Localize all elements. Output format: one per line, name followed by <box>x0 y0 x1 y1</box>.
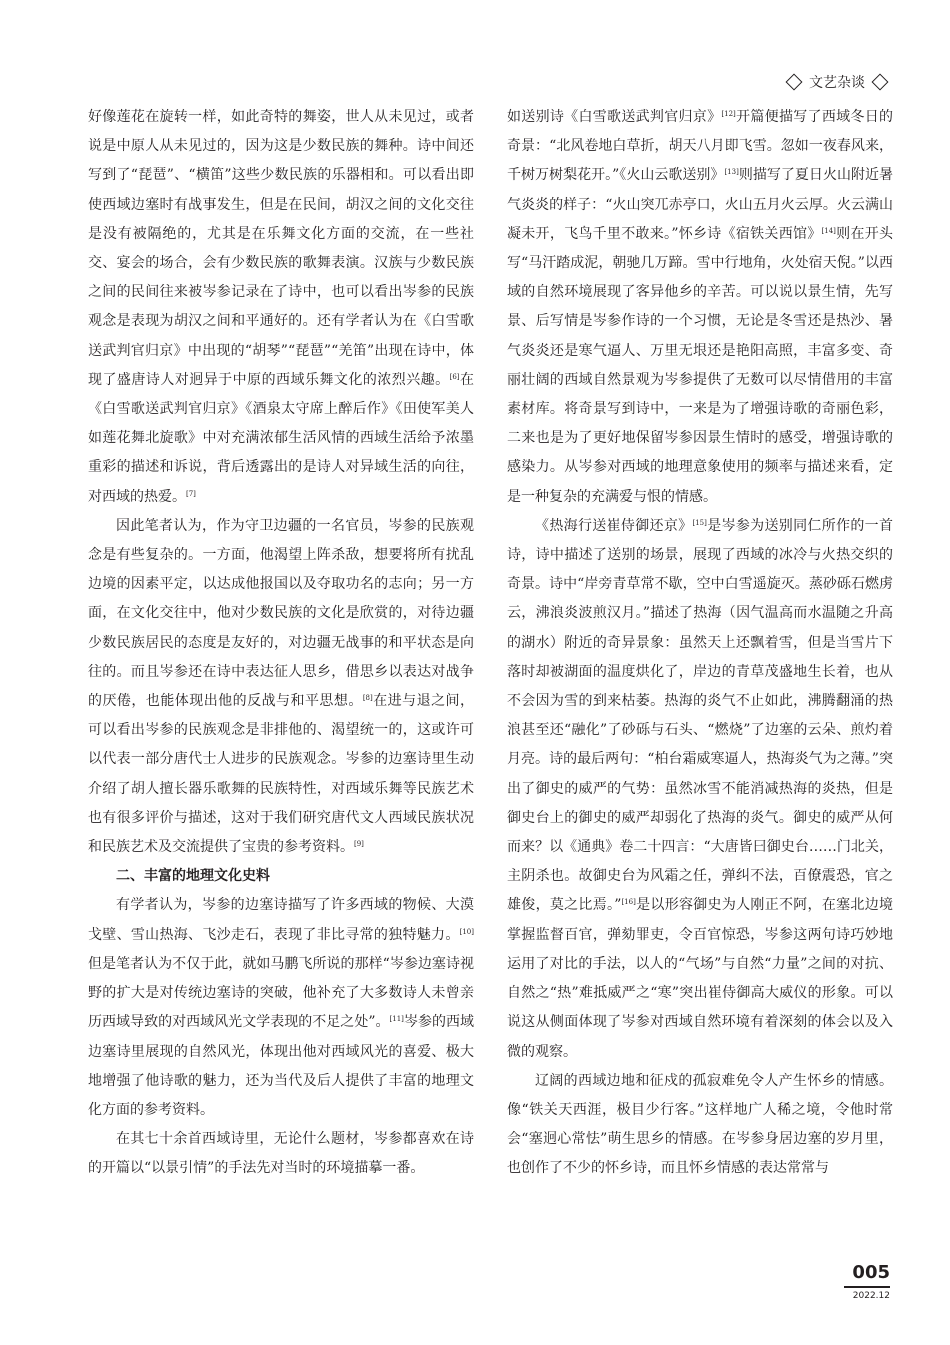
paragraph: 辽阔的西域边地和征戍的孤寂难免令人产生怀乡的情感。像“铁关天西涯，极目少行客。”这样地广人稀之境，令他时常会“塞迥心常怯”萌生思乡的情感。在岑参身居边塞的岁月里，也创作了不少的怀乡诗，而且怀乡情感的表达常常与 <box>507 1072 893 1177</box>
section-header <box>784 72 890 92</box>
paragraph: 有学者认为，岑参的边塞诗描写了许多西域的物候、大漠戈壁、雪山热海、飞沙走石，表现了非比寻常的独特魅力。[10]但是笔者认为不仅于此，就如马鹏飞所说的那样“岑参边塞诗视野的扩大是对传统边塞诗的突破，他补充了大多数诗人未曾亲历西域导致的对西域风光文学表现的不足之处”。[11]岑参的西域边塞诗里展现的自然风光，体现出他对西域风光的喜爱、极大地增强了他诗歌的魅力，还为当代及后人提供了丰富的地理文化方面的参考资料。 <box>88 897 475 1118</box>
citation: [6] <box>449 372 460 381</box>
citation: [8] <box>362 694 373 703</box>
page-folio <box>844 1262 890 1301</box>
diamond-right-icon <box>872 74 889 91</box>
citation: [13] <box>724 168 739 177</box>
paragraph: 如送别诗《白雪歌送武判官归京》[12]开篇便描写了西域冬日的奇景：“北风卷地白草折，胡天八月即飞雪。忽如一夜春风来，千树万树梨花开。”《火山云歌送别》[13]则描写了夏日火山附近暑气炎炎的样子：“火山突兀赤亭口，火山五月火云厚。火云满山凝未开，飞鸟千里不敢来。”怀乡诗《宿铁关西馆》[14]则在开头写“马汗踏成泥，朝驰几万蹄。雪中行地角，火处宿天倪。”以西域的自然环境展现了客异他乡的辛苦。可以说以景生情，先写景、后写情是岑参作诗的一个习惯，无论是冬雪还是热沙、暑气炎炎还是寒气逼人、万里无垠还是艳阳高照，丰富多变、奇丽壮阔的西域自然景观为岑参提供了无数可以尽情借用的丰富素材库。将奇景写到诗中，一来是为了增强诗歌的奇丽色彩，二来也是为了更好地保留岑参因景生情时的感受，增强诗歌的感染力。从岑参对西域的地理意象使用的频率与描述来看，定是一种复杂的充满爱与恨的情感。 <box>507 109 894 505</box>
citation: [7] <box>186 489 196 498</box>
citation: [12] <box>721 110 736 118</box>
citation: [11] <box>389 1015 404 1024</box>
paragraph: 因此笔者认为，作为守卫边疆的一名官员，岑参的民族观念是有些复杂的。一方面，他渴望上阵杀敌，想要将所有扰乱边境的因素平定，以达成他报国以及夺取功名的志向；另一方面，在文化交往中，他对少数民族的文化是欣赏的，对待边疆少数民族居民的态度是友好的，对边疆无战事的和平状态是向往的。而且岑参还在诗中表达征人思乡，借思乡以表达对战争的厌倦，也能体现出他的反战与和平思想。[8]在进与退之间，可以看出岑参的民族观念是非排他的、渴望统一的，这或许可以代表一部分唐代士人进步的民族观念。岑参的边塞诗里生动介绍了胡人擅长器乐歌舞的民族特性，对西域乐舞等民族艺术也有很多评价与描述，这对于我们研究唐代文人西域民族状况和民族艺术及交流提供了宝贵的参考资料。[9] <box>88 517 475 856</box>
right-column <box>507 103 893 1184</box>
citation: [16] <box>621 898 636 907</box>
folio-rule <box>844 1286 890 1288</box>
issue-date: 2022.12 <box>852 1291 890 1301</box>
citation: [15] <box>692 518 707 527</box>
citation: [14] <box>821 226 836 235</box>
diamond-left-icon <box>786 74 803 91</box>
citation: [9] <box>354 840 364 849</box>
paragraph: 好像莲花在旋转一样，如此奇特的舞姿，世人从未见过，或者说是中原人从未见过的，因为这是少数民族的舞种。诗中间还写到了“琵琶”、“横笛”这些少数民族的乐器相和。可以看出即使西域边塞时有战事发生，但是在民间，胡汉之间的文化交往是没有被隔绝的，尤其是在乐舞文化方面的交流，在一些社交、宴会的场合，会有少数民族的歌舞表演。汉族与少数民族之间的民间往来被岑参记录在了诗中，也可以看出岑参的民族观念是表现为胡汉之间和平通好的。还有学者认为在《白雪歌送武判官归京》中出现的“胡琴”“琵琶”“羌笛”出现在诗中，体现了盛唐诗人对迥异于中原的西域乐舞文化的浓烈兴趣。[6]在《白雪歌送武判官归京》《酒泉太守席上醉后作》《田使军美人如莲花舞北旋歌》中对充满浓郁生活风情的西域生活给予浓墨重彩的描述和诉说，背后透露出的是诗人对异域生活的向往，对西域的热爱。[7] <box>88 109 475 505</box>
citation: [10] <box>459 927 474 936</box>
paragraph: 《热海行送崔侍御还京》[15]是岑参为送别同仁所作的一首诗，诗中描述了送别的场景，展现了西域的冰冷与火热交织的奇景。诗中“岸旁青草常不歇，空中白雪遥旋灭。蒸砂砾石燃虏云，沸浪炎波煎汉月。”描述了热海（因气温高而水温随之升高的湖水）附近的奇异景象：虽然天上还飘着雪，但是当雪片下落时却被湖面的温度烘化了，岸边的青草茂盛地生长着，也从不会因为雪的到来枯萎。热海的炎气不止如此，沸腾翻涌的热浪甚至还“融化”了砂砾与石头、“燃烧”了边塞的云朵、煎灼着月亮。诗的最后两句：“柏台霜威寒逼人，热海炎气为之薄。”突出了御史的威严的气势：虽然冰雪不能消减热海的炎热，但是御史台上的御史的威严却弱化了热海的炎气。御史的威严从何而来？以《通典》卷二十四言：“大唐皆曰御史台……门北关，主阴杀也。故御史台为风霜之任，弹纠不法，百僚震恐，官之雄俊，莫之比焉。”[16]是以形容御史为人刚正不阿，在塞北边境掌握监督百官，弹劾罪吏，令百官惊恐，岑参这两句诗巧妙地运用了对比的手法，以人的“气场”与自然“力量”之间的对抗、自然之“热”难抵威严之“寒”突出崔侍御高大威仪的形象。可以说这从侧面体现了岑参对西域自然环境有着深刻的体会以及入微的观察。 <box>507 517 894 1060</box>
page-number: 005 <box>852 1262 890 1283</box>
section-heading: 二、丰富的地理文化史料 <box>116 868 270 885</box>
left-column <box>88 103 474 1184</box>
section-title: 文艺杂谈 <box>809 75 865 91</box>
paragraph: 在其七十余首西域诗里，无论什么题材，岑参都喜欢在诗的开篇以“以景引情”的手法先对当时的环境描摹一番。 <box>88 1131 474 1177</box>
